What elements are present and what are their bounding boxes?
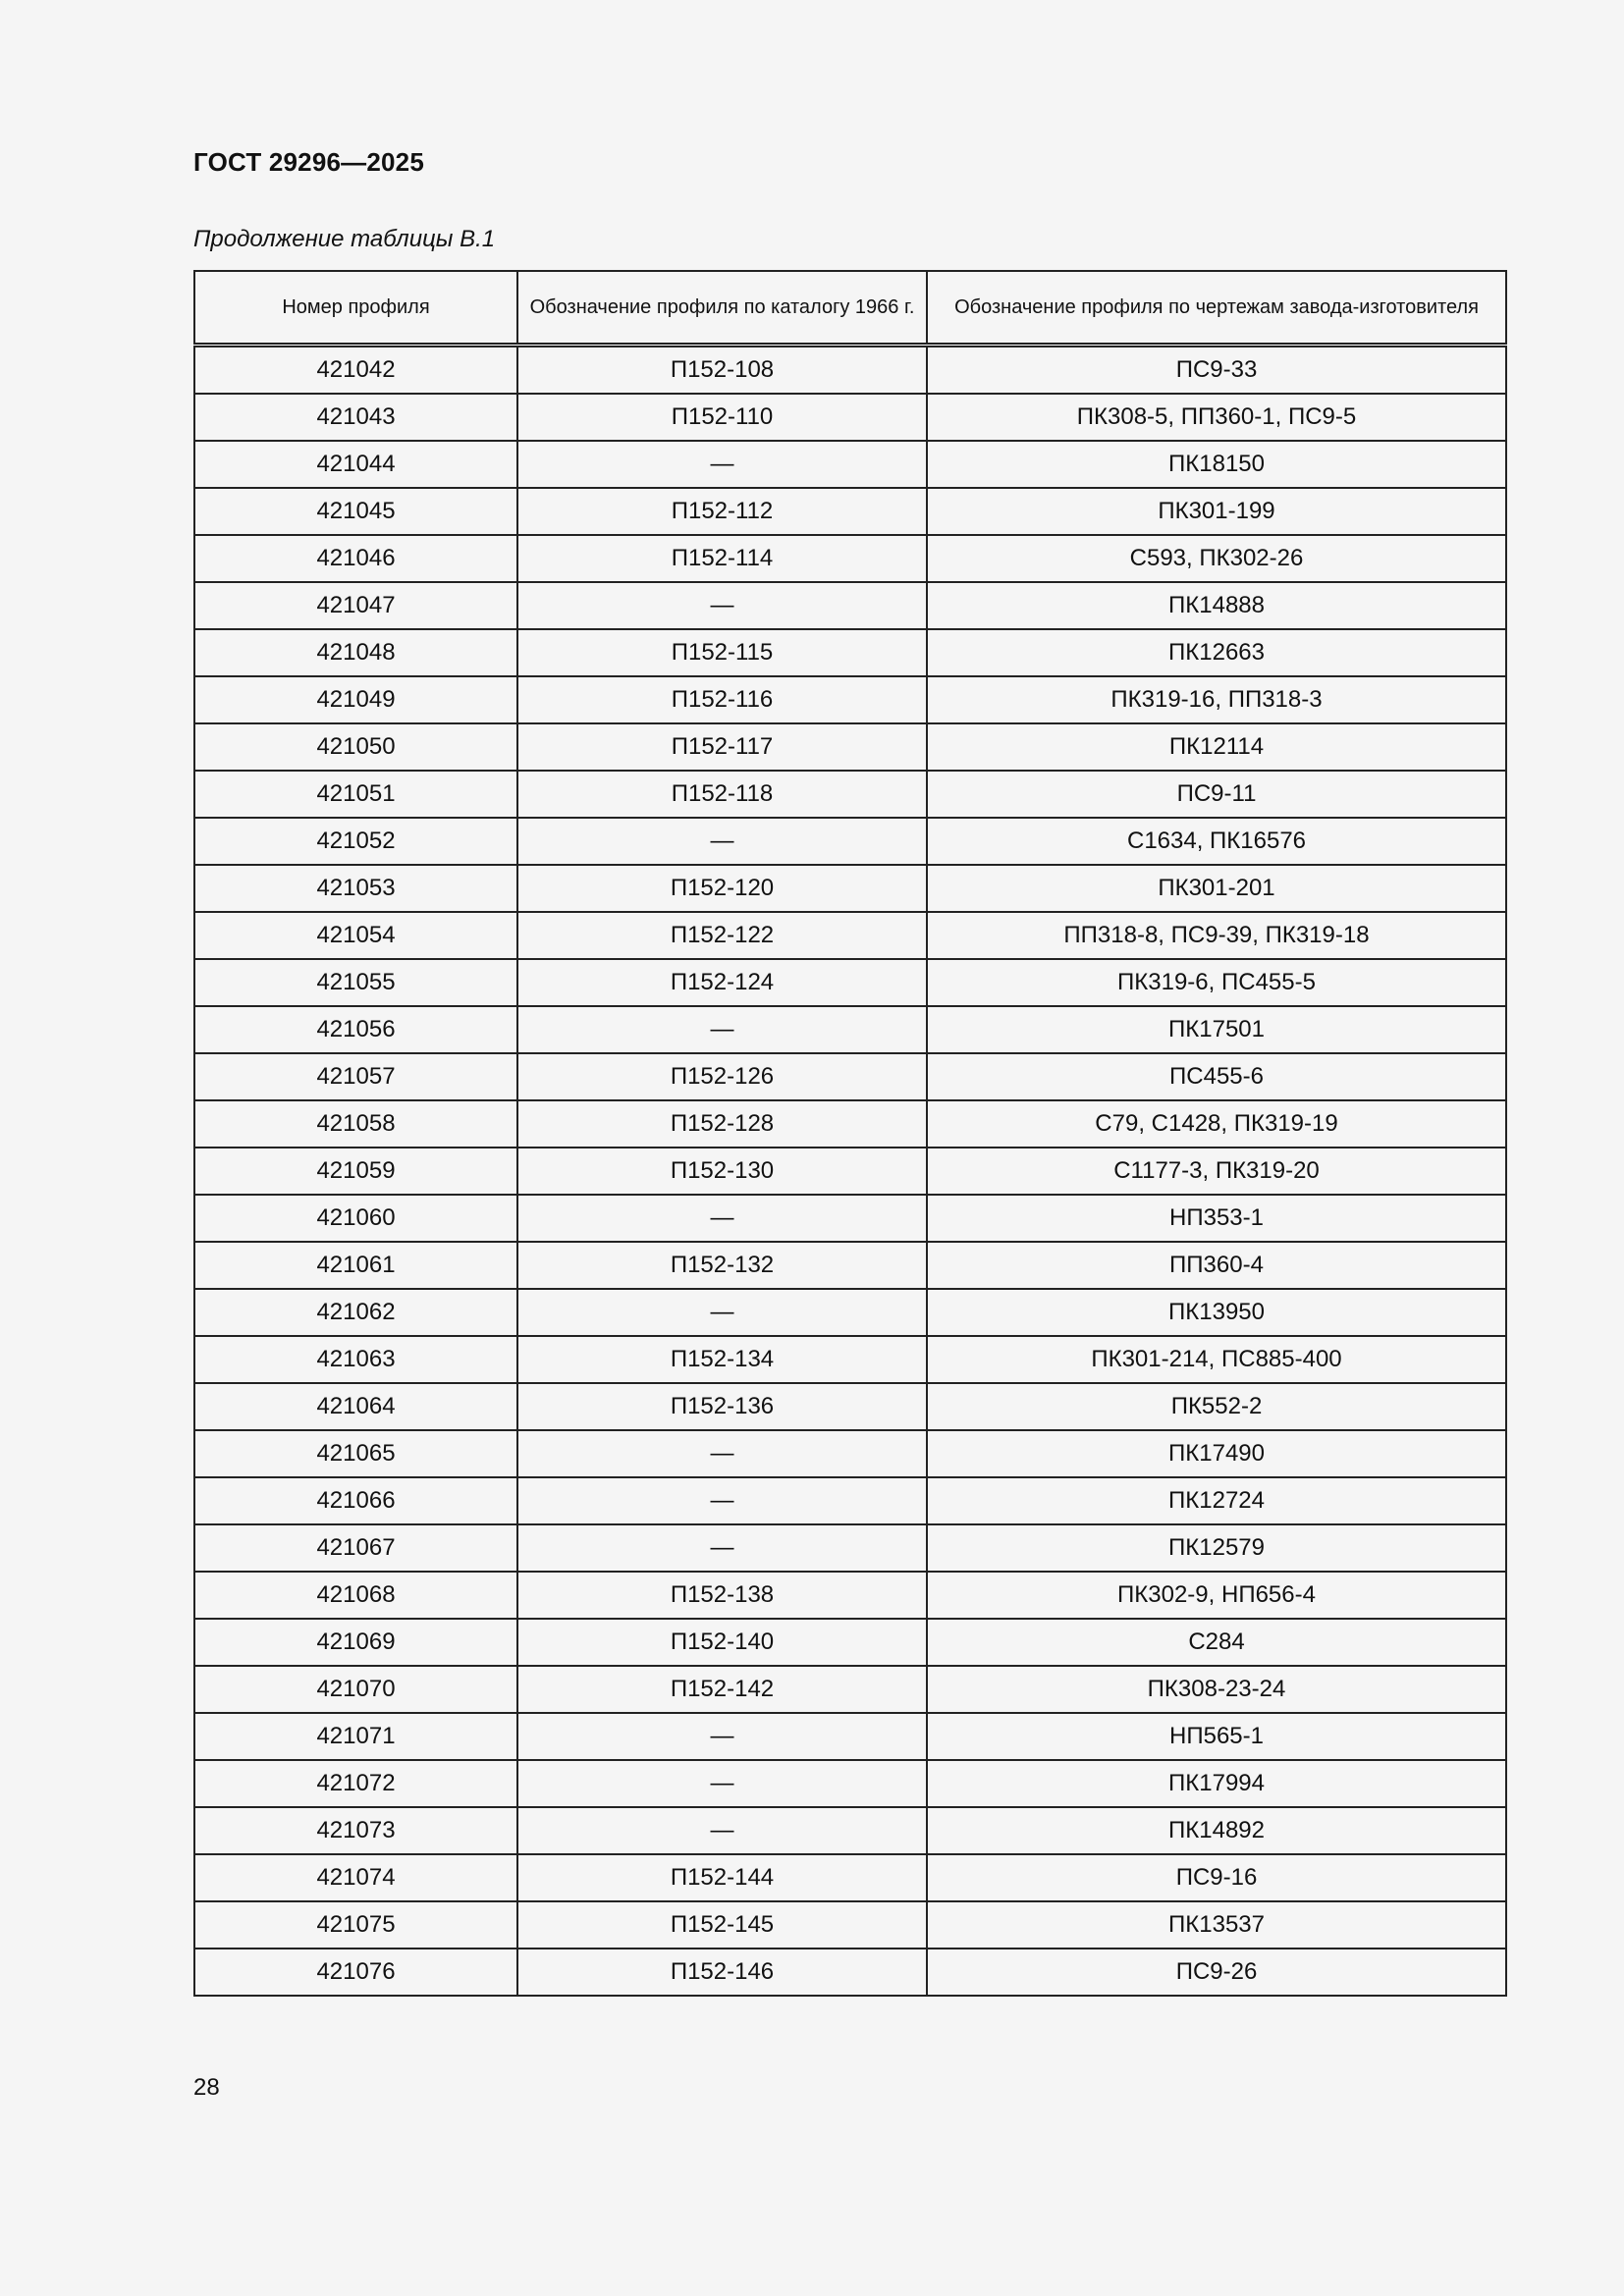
cell-catalog-1966: — xyxy=(517,1524,927,1572)
document-header: ГОСТ 29296—2025 xyxy=(193,147,424,177)
cell-profile-number: 421046 xyxy=(194,535,517,582)
cell-factory-drawing: ПК14888 xyxy=(927,582,1506,629)
table-row xyxy=(194,1195,1506,1242)
table-row xyxy=(194,1383,1506,1430)
cell-factory-drawing: ПК12114 xyxy=(927,723,1506,771)
cell-profile-number: 421058 xyxy=(194,1100,517,1148)
cell-catalog-1966: П152-112 xyxy=(517,488,927,535)
cell-catalog-1966: П152-145 xyxy=(517,1901,927,1949)
cell-catalog-1966: — xyxy=(517,1195,927,1242)
cell-profile-number: 421048 xyxy=(194,629,517,676)
cell-catalog-1966: П152-136 xyxy=(517,1383,927,1430)
cell-profile-number: 421074 xyxy=(194,1854,517,1901)
cell-catalog-1966: — xyxy=(517,1760,927,1807)
cell-catalog-1966: П152-110 xyxy=(517,394,927,441)
cell-factory-drawing: ПС9-26 xyxy=(927,1949,1506,1996)
cell-factory-drawing: С1634, ПК16576 xyxy=(927,818,1506,865)
cell-catalog-1966: П152-134 xyxy=(517,1336,927,1383)
cell-catalog-1966: — xyxy=(517,1713,927,1760)
cell-catalog-1966: П152-140 xyxy=(517,1619,927,1666)
table-row xyxy=(194,1006,1506,1053)
cell-factory-drawing: ПК319-16, ПП318-3 xyxy=(927,676,1506,723)
cell-factory-drawing: ПК17994 xyxy=(927,1760,1506,1807)
cell-factory-drawing: ПК319-6, ПС455-5 xyxy=(927,959,1506,1006)
cell-catalog-1966: П152-116 xyxy=(517,676,927,723)
table-row xyxy=(194,488,1506,535)
table-row xyxy=(194,1807,1506,1854)
cell-catalog-1966: — xyxy=(517,1807,927,1854)
cell-profile-number: 421057 xyxy=(194,1053,517,1100)
table-row xyxy=(194,394,1506,441)
table-row xyxy=(194,629,1506,676)
cell-profile-number: 421076 xyxy=(194,1949,517,1996)
cell-catalog-1966: П152-132 xyxy=(517,1242,927,1289)
cell-catalog-1966: П152-142 xyxy=(517,1666,927,1713)
table-row xyxy=(194,1901,1506,1949)
cell-catalog-1966: — xyxy=(517,441,927,488)
table-row xyxy=(194,1289,1506,1336)
cell-catalog-1966: П152-120 xyxy=(517,865,927,912)
cell-profile-number: 421059 xyxy=(194,1148,517,1195)
table-row xyxy=(194,441,1506,488)
cell-factory-drawing: НП353-1 xyxy=(927,1195,1506,1242)
cell-catalog-1966: П152-122 xyxy=(517,912,927,959)
table-row xyxy=(194,1148,1506,1195)
column-header-factory-drawing: Обозначение профиля по чертежам завода-изготовителя xyxy=(927,271,1506,346)
table-caption: Продолжение таблицы В.1 xyxy=(193,226,496,252)
cell-factory-drawing: ПС455-6 xyxy=(927,1053,1506,1100)
cell-profile-number: 421042 xyxy=(194,346,517,395)
cell-factory-drawing: С593, ПК302-26 xyxy=(927,535,1506,582)
cell-profile-number: 421056 xyxy=(194,1006,517,1053)
cell-factory-drawing: ПК13537 xyxy=(927,1901,1506,1949)
cell-factory-drawing: ПС9-16 xyxy=(927,1854,1506,1901)
cell-factory-drawing: ПК552-2 xyxy=(927,1383,1506,1430)
cell-profile-number: 421052 xyxy=(194,818,517,865)
cell-factory-drawing: С1177-3, ПК319-20 xyxy=(927,1148,1506,1195)
table-row xyxy=(194,1949,1506,1996)
cell-catalog-1966: П152-130 xyxy=(517,1148,927,1195)
table-row xyxy=(194,1713,1506,1760)
cell-factory-drawing: ПК301-201 xyxy=(927,865,1506,912)
cell-factory-drawing: С284 xyxy=(927,1619,1506,1666)
table-row xyxy=(194,1100,1506,1148)
cell-factory-drawing: ПК302-9, НП656-4 xyxy=(927,1572,1506,1619)
cell-profile-number: 421066 xyxy=(194,1477,517,1524)
table-row xyxy=(194,1666,1506,1713)
cell-catalog-1966: П152-118 xyxy=(517,771,927,818)
cell-profile-number: 421055 xyxy=(194,959,517,1006)
cell-factory-drawing: ПС9-33 xyxy=(927,346,1506,395)
table-row xyxy=(194,676,1506,723)
table-row xyxy=(194,1572,1506,1619)
cell-profile-number: 421050 xyxy=(194,723,517,771)
cell-factory-drawing: НП565-1 xyxy=(927,1713,1506,1760)
table-row xyxy=(194,818,1506,865)
cell-factory-drawing: ПК14892 xyxy=(927,1807,1506,1854)
cell-catalog-1966: П152-138 xyxy=(517,1572,927,1619)
table-row xyxy=(194,1336,1506,1383)
cell-catalog-1966: П152-115 xyxy=(517,629,927,676)
cell-profile-number: 421061 xyxy=(194,1242,517,1289)
cell-factory-drawing: ПК17490 xyxy=(927,1430,1506,1477)
cell-factory-drawing: ПК308-23-24 xyxy=(927,1666,1506,1713)
cell-profile-number: 421054 xyxy=(194,912,517,959)
cell-factory-drawing: С79, С1428, ПК319-19 xyxy=(927,1100,1506,1148)
cell-factory-drawing: ПК301-199 xyxy=(927,488,1506,535)
cell-profile-number: 421073 xyxy=(194,1807,517,1854)
cell-catalog-1966: П152-144 xyxy=(517,1854,927,1901)
table-row xyxy=(194,771,1506,818)
column-header-profile-number: Номер профиля xyxy=(194,271,517,346)
cell-catalog-1966: П152-146 xyxy=(517,1949,927,1996)
cell-catalog-1966: — xyxy=(517,582,927,629)
table-row xyxy=(194,723,1506,771)
cell-catalog-1966: П152-117 xyxy=(517,723,927,771)
cell-factory-drawing: ПК308-5, ПП360-1, ПС9-5 xyxy=(927,394,1506,441)
cell-profile-number: 421043 xyxy=(194,394,517,441)
cell-profile-number: 421075 xyxy=(194,1901,517,1949)
table-row xyxy=(194,582,1506,629)
cell-factory-drawing: ПК13950 xyxy=(927,1289,1506,1336)
cell-profile-number: 421051 xyxy=(194,771,517,818)
cell-profile-number: 421045 xyxy=(194,488,517,535)
cell-factory-drawing: ПК17501 xyxy=(927,1006,1506,1053)
table-row xyxy=(194,1242,1506,1289)
cell-catalog-1966: — xyxy=(517,1477,927,1524)
column-header-catalog-1966: Обозначение профиля по каталогу 1966 г. xyxy=(517,271,927,346)
table-body xyxy=(194,346,1506,1997)
cell-factory-drawing: ПК18150 xyxy=(927,441,1506,488)
cell-factory-drawing: ПП318-8, ПС9-39, ПК319-18 xyxy=(927,912,1506,959)
cell-profile-number: 421060 xyxy=(194,1195,517,1242)
cell-catalog-1966: П152-108 xyxy=(517,346,927,395)
cell-catalog-1966: — xyxy=(517,1289,927,1336)
cell-profile-number: 421069 xyxy=(194,1619,517,1666)
table-row xyxy=(194,912,1506,959)
cell-catalog-1966: — xyxy=(517,1006,927,1053)
cell-profile-number: 421072 xyxy=(194,1760,517,1807)
cell-profile-number: 421049 xyxy=(194,676,517,723)
table-row xyxy=(194,346,1506,395)
cell-profile-number: 421068 xyxy=(194,1572,517,1619)
cell-factory-drawing: ПК12579 xyxy=(927,1524,1506,1572)
table-row xyxy=(194,1477,1506,1524)
cell-factory-drawing: ПС9-11 xyxy=(927,771,1506,818)
table-row xyxy=(194,1430,1506,1477)
cell-factory-drawing: ПК12724 xyxy=(927,1477,1506,1524)
table-row xyxy=(194,1524,1506,1572)
cell-profile-number: 421065 xyxy=(194,1430,517,1477)
table-row xyxy=(194,1854,1506,1901)
cell-profile-number: 421062 xyxy=(194,1289,517,1336)
cell-profile-number: 421071 xyxy=(194,1713,517,1760)
cell-factory-drawing: ПК12663 xyxy=(927,629,1506,676)
table-row xyxy=(194,1760,1506,1807)
table-row xyxy=(194,1619,1506,1666)
cell-catalog-1966: — xyxy=(517,1430,927,1477)
profile-table xyxy=(193,270,1507,1997)
cell-catalog-1966: П152-128 xyxy=(517,1100,927,1148)
cell-catalog-1966: П152-126 xyxy=(517,1053,927,1100)
cell-catalog-1966: П152-124 xyxy=(517,959,927,1006)
page-number: 28 xyxy=(193,2074,220,2101)
cell-catalog-1966: — xyxy=(517,818,927,865)
cell-profile-number: 421064 xyxy=(194,1383,517,1430)
cell-profile-number: 421067 xyxy=(194,1524,517,1572)
cell-factory-drawing: ПК301-214, ПС885-400 xyxy=(927,1336,1506,1383)
cell-profile-number: 421044 xyxy=(194,441,517,488)
table-row xyxy=(194,959,1506,1006)
cell-profile-number: 421053 xyxy=(194,865,517,912)
cell-factory-drawing: ПП360-4 xyxy=(927,1242,1506,1289)
table-header-row xyxy=(194,271,1506,346)
cell-catalog-1966: П152-114 xyxy=(517,535,927,582)
cell-profile-number: 421070 xyxy=(194,1666,517,1713)
cell-profile-number: 421063 xyxy=(194,1336,517,1383)
cell-profile-number: 421047 xyxy=(194,582,517,629)
table-row xyxy=(194,1053,1506,1100)
table-row xyxy=(194,865,1506,912)
table-row xyxy=(194,535,1506,582)
